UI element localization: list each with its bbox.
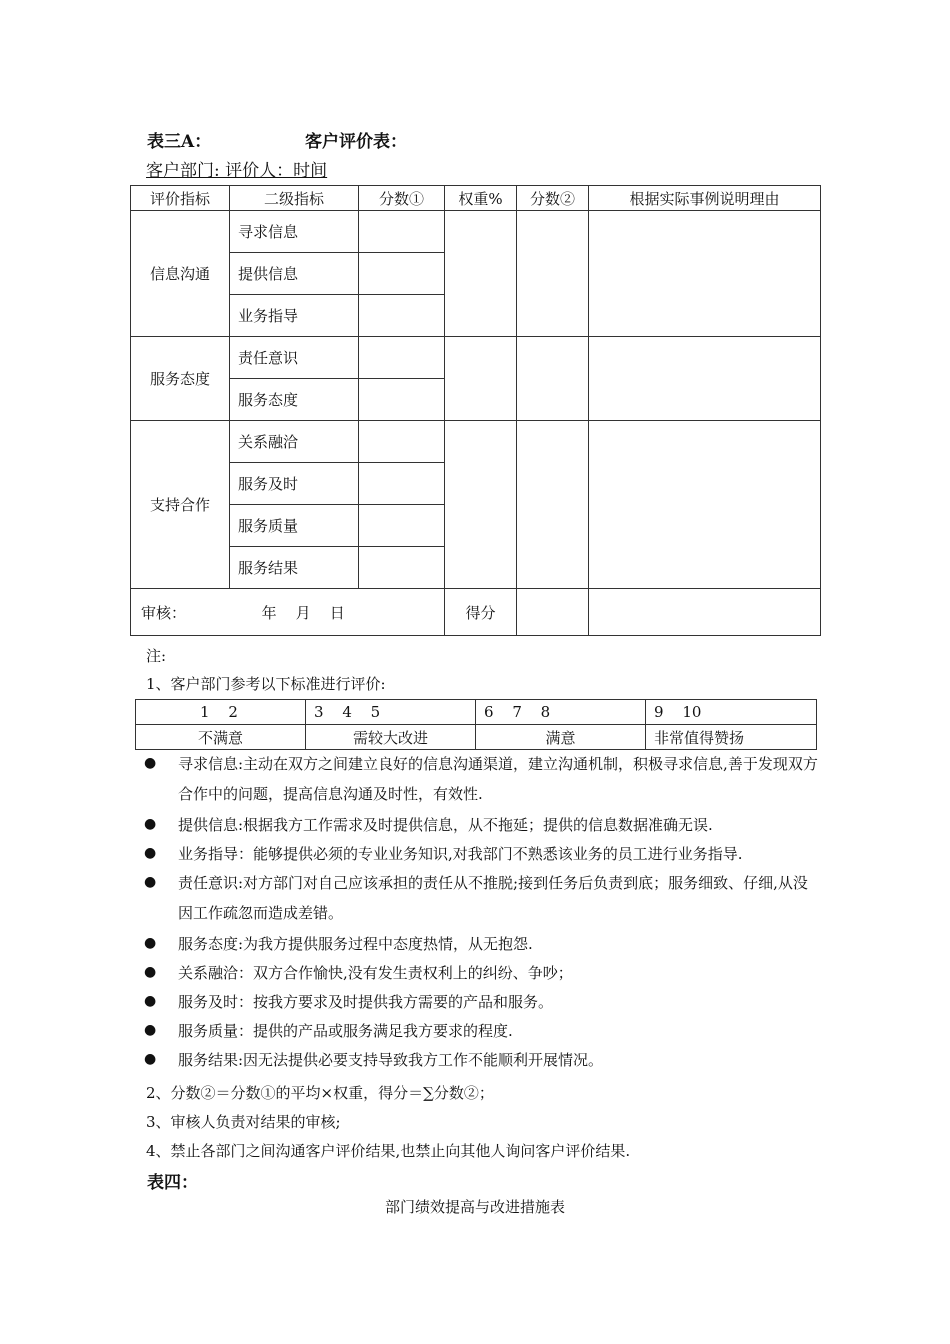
subcategory-cell: 服务态度: [230, 379, 359, 421]
subcategory-cell: 责任意识: [230, 337, 359, 379]
score-label-cell: 得分: [445, 589, 517, 636]
header-cell: 分数①: [359, 186, 445, 211]
score1-cell[interactable]: [359, 463, 445, 505]
header-cell: 权重%: [445, 186, 517, 211]
bullet-icon: ●: [144, 935, 157, 951]
table-header-row: [131, 186, 821, 211]
header-cell: 分数②: [517, 186, 589, 211]
score-range-cell: [136, 700, 306, 725]
table-row: [131, 211, 821, 253]
footer-blank-cell[interactable]: [589, 589, 821, 636]
bullet-icon: ●: [144, 874, 157, 890]
subcategory-cell: 关系融洽: [230, 421, 359, 463]
table-3a-heading: [147, 127, 407, 152]
table-4-heading: 表四：: [147, 1173, 198, 1193]
bullet-icon: ●: [144, 1051, 157, 1067]
evaluation-table: [130, 185, 821, 636]
score-label-cell: 不满意: [136, 725, 306, 750]
score1-cell[interactable]: [359, 421, 445, 463]
subcategory-cell: 服务及时: [230, 463, 359, 505]
score-label-cell: 非常值得赞扬: [646, 725, 817, 750]
scoring-standard-table: [135, 699, 817, 750]
score-value: 10: [682, 703, 702, 721]
table-row: [131, 421, 821, 463]
score-value: 5: [370, 703, 381, 721]
score2-cell[interactable]: [517, 337, 589, 421]
header-cell: 根据实际事例说明理由: [589, 186, 821, 211]
bullet-icon: ●: [144, 845, 157, 861]
bullet-icon: ●: [144, 964, 157, 980]
bullet-icon: ●: [144, 1022, 157, 1038]
score-range-row: [136, 700, 817, 725]
score-value: 2: [228, 703, 238, 721]
score2-cell[interactable]: [517, 211, 589, 337]
notes-label: 注:: [146, 647, 167, 665]
heading-left: 表三A：: [147, 132, 212, 152]
bullet-text: 提供信息:根据我方工作需求及时提供信息，从不拖延；提供的信息数据准确无误.: [178, 816, 713, 834]
bullet-text: 服务质量：提供的产品或服务满足我方要求的程度.: [178, 1022, 513, 1040]
score1-cell[interactable]: [359, 547, 445, 589]
bullet-text: 责任意识:对方部门对自己应该承担的责任从不推脱;接到任务后负责到底；服务细致、仔细,从没因工作疏忽而造成差错。: [178, 874, 808, 922]
score1-cell[interactable]: [359, 379, 445, 421]
score-range-cell: [476, 700, 646, 725]
score-range-cell: [306, 700, 476, 725]
bullet-text: 服务结果:因无法提供必要支持导致我方工作不能顺利开展情况。: [178, 1051, 604, 1069]
table-4-caption: 部门绩效提高与改进措施表: [384, 1198, 565, 1216]
reason-cell[interactable]: [589, 421, 821, 589]
bullet-icon: ●: [144, 816, 157, 832]
weight-cell[interactable]: [445, 337, 517, 421]
date-label: 年 月 日: [261, 603, 345, 622]
category-cell: 服务态度: [131, 337, 230, 421]
table-row: [131, 337, 821, 379]
weight-cell[interactable]: [445, 211, 517, 337]
audit-label: 审核：: [141, 603, 187, 622]
score-value: 8: [540, 703, 551, 721]
audit-cell[interactable]: [131, 589, 445, 636]
reason-cell[interactable]: [589, 211, 821, 337]
table-footer-row: [131, 589, 821, 636]
subcategory-cell: 提供信息: [230, 253, 359, 295]
score2-cell[interactable]: [517, 421, 589, 589]
score-label-row: [136, 725, 817, 750]
score1-cell[interactable]: [359, 211, 445, 253]
score-value: 4: [342, 703, 352, 721]
total-score-cell[interactable]: [517, 589, 589, 636]
form-subtitle: 客户部门: 评价人：时间: [146, 161, 328, 181]
score-value: 9: [654, 703, 664, 721]
score-value: 6: [484, 703, 494, 721]
subcategory-cell: 业务指导: [230, 295, 359, 337]
bullet-text: 服务态度:为我方提供服务过程中态度热情，从无抱怨.: [178, 935, 533, 953]
score-value: 7: [512, 703, 522, 721]
score-label-cell: 需较大改进: [306, 725, 476, 750]
score1-cell[interactable]: [359, 337, 445, 379]
score-range-cell: [646, 700, 817, 725]
category-cell: 支持合作: [131, 421, 230, 589]
bullet-icon: ●: [144, 993, 157, 1009]
score1-cell[interactable]: [359, 253, 445, 295]
bullet-text: 关系融洽：双方合作愉快,没有发生责权利上的纠纷、争吵；: [178, 964, 573, 982]
reason-cell[interactable]: [589, 337, 821, 421]
weight-cell[interactable]: [445, 421, 517, 589]
bullet-text: 业务指导：能够提供必须的专业业务知识,对我部门不熟悉该业务的员工进行业务指导.: [178, 845, 743, 863]
header-cell: 二级指标: [230, 186, 359, 211]
note-item-2: 2、分数②＝分数①的平均×权重，得分＝∑分数②；: [146, 1084, 494, 1102]
note-item-1: 1、客户部门参考以下标准进行评价:: [146, 675, 386, 693]
score-value: 1: [200, 703, 210, 721]
score1-cell[interactable]: [359, 505, 445, 547]
subcategory-cell: 服务质量: [230, 505, 359, 547]
bullet-text: 服务及时：按我方要求及时提供我方需要的产品和服务。: [178, 993, 554, 1011]
subcategory-cell: 寻求信息: [230, 211, 359, 253]
score-value: 3: [314, 703, 324, 721]
score1-cell[interactable]: [359, 295, 445, 337]
note-item-4: 4、禁止各部门之间沟通客户评价结果,也禁止向其他人询问客户评价结果.: [146, 1142, 631, 1160]
category-cell: 信息沟通: [131, 211, 230, 337]
subcategory-cell: 服务结果: [230, 547, 359, 589]
score-label-cell: 满意: [476, 725, 646, 750]
note-item-3: 3、审核人负责对结果的审核;: [146, 1113, 341, 1131]
header-cell: 评价指标: [131, 186, 230, 211]
heading-right: 客户评价表：: [305, 132, 407, 152]
bullet-text: 寻求信息:主动在双方之间建立良好的信息沟通渠道，建立沟通机制，积极寻求信息,善于发现双方合作中的问题，提高信息沟通及时性，有效性.: [178, 755, 818, 803]
bullet-icon: ●: [144, 755, 157, 771]
